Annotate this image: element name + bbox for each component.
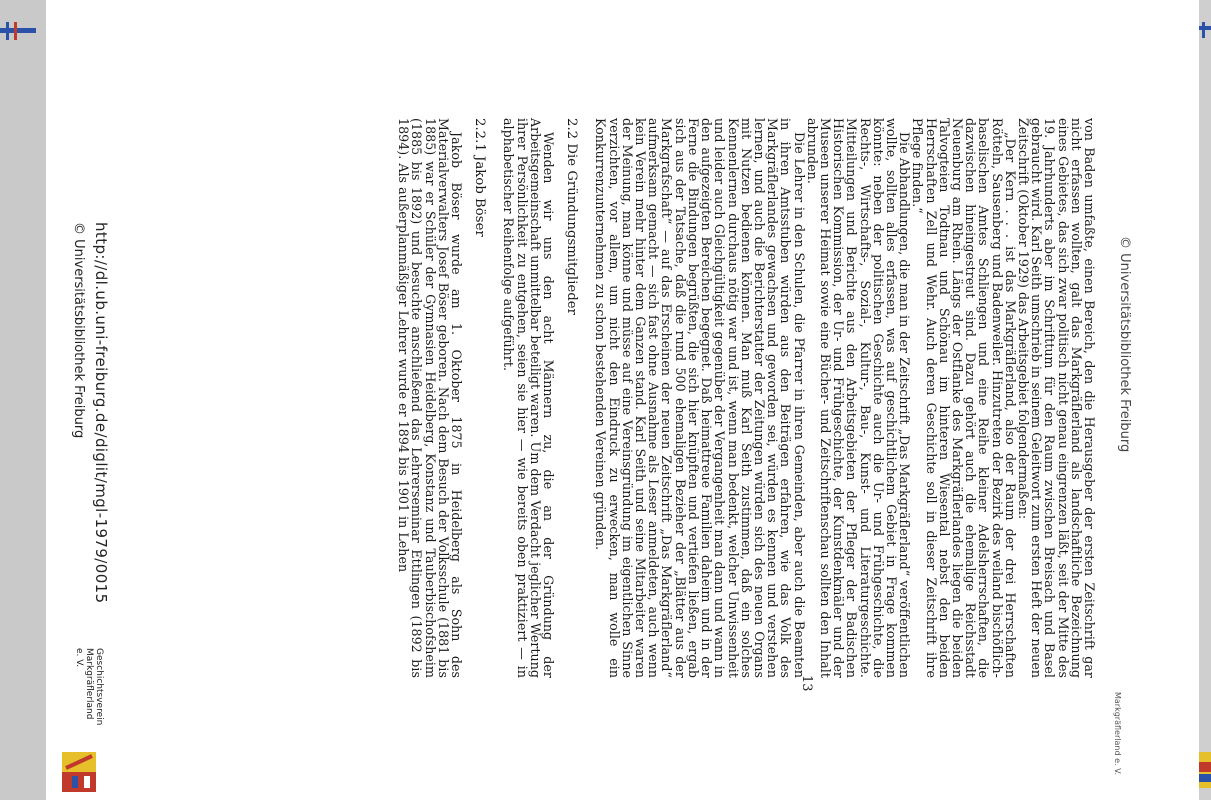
page-top-right-label: Markgräflerland e. V. [1113,692,1122,776]
left-margin [0,0,46,800]
flag-marker-icon [0,22,36,40]
crest-partial-icon [1199,752,1211,788]
permalink-url[interactable]: http://dl.ub.uni-freiburg.de/diglit/mgl-1979/0015 [92,222,110,604]
coat-of-arms-icon [62,752,96,792]
paragraph: Die Abhandlungen, die man in der Zeitschrift „Das Markgräflerland“ veröffentlichen wollte, sollten alles erfassen, was auf geschichtlichem Gebiet in Frage kommen könnte: neben der politischen Geschichte auch die Ur- und Frühgeschichte, die Rechts-, Wirtschafts-, Sozial-, Kultur-, Bau-, Kunst- und Literaturgeschichte. Mitteilungen und Berichte aus den Arbeitsgebieten der Pfleger der Badischen Historischen Kommission, der Ur- und Frühgeschichte, der Kunstdenkmäler und der Museen unserer Heimat sowie eine Bücher- und Zeitschriftenschau sollten den Inhalt abrunden. [804,118,913,678]
text-column [397,118,1096,678]
paragraph-2-2-1: Jakob Böser wurde am 1. Oktober 1875 in Heidelberg als Sohn des Materialverwalters Josef Böser geboren. Nach dem Besuch der Volksschule (1881 bis 1885) war er Schüler der Gymnasien Heidelberg, Konstanz und Tauberbischofsheim (1885 bis 1892) und besuchte anschließend das Lehrerseminar Ettlingen (1892 bis 1894). Als außerplanmäßiger Lehrer wurde er 1894 bis 1901 in Lehen [396,118,465,678]
page-number: 13 [799,675,814,692]
section-heading-2-2-1: 2.2.1 Jakob Böser [472,118,488,237]
page-top-watermark: © Universitätsbibliothek Freiburg [1117,236,1132,453]
right-margin [1199,0,1211,800]
paragraph: „Der Kern . . . ist das Markgräflerland, also der Raum der drei Herrschaften Rötteln, Sausenberg und Badenweiler. Hinzutreten der Bezirk des weiland bischöflich-baselischen Amtes Schliengen und eine Reihe kleiner Adelsherrschaften, die dazwischen hineingestreut sind. Dazu gehört auch die ehemalige Reichsstadt Neuenburg am Rhein. Längs der Ostflanke des Markgräflerlandes liegen die beiden Talvogteien Todtnau und Schönau im hinteren Wiesental nebst den beiden Herrschaften Zell und Wehr. Auch deren Geschichte soll in dieser Zeitschrift ihre Pflege finden.“ [910,118,1018,678]
publisher-label: Geschichtsverein Markgräflerland e. V. [74,648,104,726]
paragraph: von Baden umfaßte, einen Bereich, den die Herausgeber der ersten Zeitschrift gar nicht erfassen wollten, galt das Markgräflerland als landschaftliche Bezeichnung eines Gebietes, das sich zwar politisch nicht genau eingrenzen läßt, seit der Mitte des 19. Jahrhunderts aber im Schrifttum für den Raum zwischen Breisach und Basel gebraucht wird. Karl Seith umschrieb in seinem Geleitwort zum ersten Heft der neuen Zeitschrift (Oktober 1929) das Arbeitsgebiet folgendermaßen: [1015,118,1097,678]
copyright-text: © Universitätsbibliothek Freiburg [71,222,86,439]
section-heading-2-2: 2.2 Die Gründungsmitglieder [564,118,580,316]
paragraph-2-2: Wenden wir uns den acht Männern zu, die an der Gründung der Arbeitsgemeinschaft unmittelbar beteiligt waren. Um dem Verdacht jeglicher Wertung ihrer Persönlichkeit zu entgehen, seien sie hier — wie bereits oben praktiziert — in alphabetischer Reihenfolge aufgeführt. [501,118,557,678]
marker-icon [1199,22,1211,38]
scanned-page [50,0,1132,800]
paragraph: Die Lehrer in den Schulen, die Pfarrer in ihren Gemeinden, aber auch die Beamten in ihren Amtsstuben würden aus den Beiträgen erfahren, wie das Volk des Markgräflerlandes gewachsen und geworden sei, würden es kennen und verstehen lernen, und auch die Berichterstatter der Zeitungen würden sich des neuen Organs mit Nutzen bedienen können. Man muß Karl Seith zustimmen, daß ein solches Kennenlernen durchaus nötig war und ist, wenn man bedenkt, welcher Unwissenheit und leider auch Gleichgültigkeit gegenüber der Vergangenheit man dann und wann in den aufgezeigten Bereichen begegnet. Daß heimattreue Familien daheim und in der Ferne die Bindungen begrüßten, die sich hier knüpften und vertiefen ließen, ergab sich aus der Tatsache, daß die rund 500 ehemaligen Bezieher der „Blätter aus der Markgrafschaft“ — auf das Erscheinen der neuen Zeitschrift „Das Markgräflerland“ aufmerksam gemacht — sich fast ohne Ausnahme als Leser anmeldeten, auch wenn kein Verein mehr hinter dem Ganzen stand. Karl Seith und seine Mitarbeiter waren der Meinung, man könne und müsse auf eine Vereinsgründung im eigentlichen Sinne verzichten, vor allem, um nicht den Eindruck zu erwecken, man wolle ein Konkurrenzunternehmen zu schon bestehenden Vereinen gründen. [593,118,807,678]
paragraphs-before [594,118,1096,678]
